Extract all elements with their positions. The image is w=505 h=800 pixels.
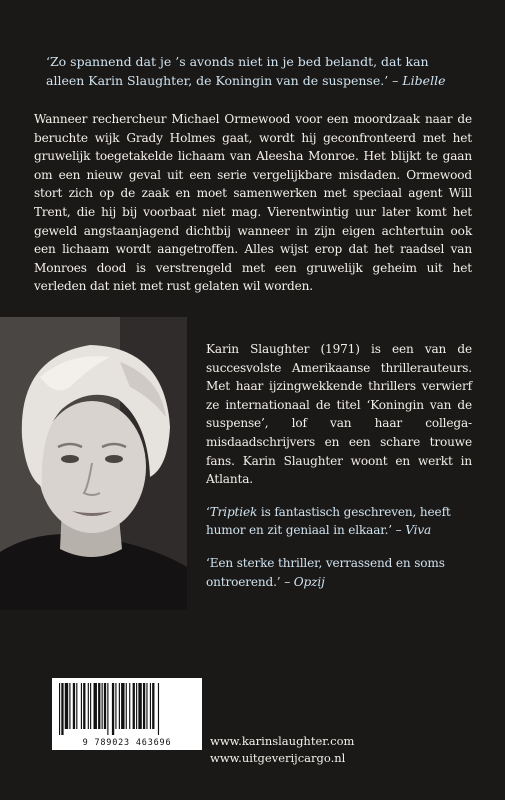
review-quote-viva [206,503,472,540]
author-section [206,340,472,605]
quote-open: ‘ [206,504,210,519]
author-photo [0,317,187,610]
link-publisher-website[interactable]: www.uitgeverijcargo.nl [210,751,346,765]
isbn-barcode [52,678,202,750]
quote-source: Libelle [402,73,446,88]
review-quote-opzij [206,554,472,591]
website-links [210,733,354,767]
review-quote-libelle [46,52,466,90]
barcode-number: 9 789023 463696 [82,738,172,748]
author-portrait-image [0,317,187,610]
author-bio: Karin Slaughter (1971) is een van de succesvolste Amerikaanse thrillerauteurs. Met haar ijzingwekkende thrillers verwierf ze internationaal de titel ‘Koningin van de suspense’, lof van haar collega-misdaadschrijvers en een schare trouwe fans. Karin Slaughter woont en werkt in Atlanta. [206,342,472,487]
quote-source: Viva [405,523,432,538]
book-blurb: Wanneer rechercheur Michael Ormewood voor een moordzaak naar de beruchte wijk Grady Holmes gaat, wordt hij geconfronteerd met het gruwelijk toegetakelde lichaam van Aleesha Monroe. Het blijkt te gaan om een nieuw geval uit een serie vergelijkbare misdaden. Ormewood stort zich op de zaak en moet samenwerken met speciaal agent Will Trent, die hij bij voorbaat niet mag. Vierentwintig uur later komt het geweld angstaanjagend dichtbij wanneer in zijn eigen achtertuin ook een lichaam wordt aangetroffen. Alles wijst erop dat het raadsel van Monroes dood is verstrengeld met een gruwelijk geheim uit het verleden dat niet met rust gelaten wil worden. [34,112,472,294]
book-title: Triptiek [209,504,258,519]
quote-text: ‘Zo spannend dat je ’s avonds niet in je bed belandt, dat kan alleen Karin Slaughter, de Koningin van de suspense.’ – [46,54,429,88]
quote-text: is fantastisch geschreven, heeft humor en zit geniaal in elkaar.’ – [206,504,451,538]
quote-source: Opzij [293,574,325,589]
barcode-bars [59,683,195,735]
link-author-website[interactable]: www.karinslaughter.com [210,734,355,748]
quote-text: ‘Een sterke thriller, verrassend en soms ontroerend.’ – [206,555,445,589]
